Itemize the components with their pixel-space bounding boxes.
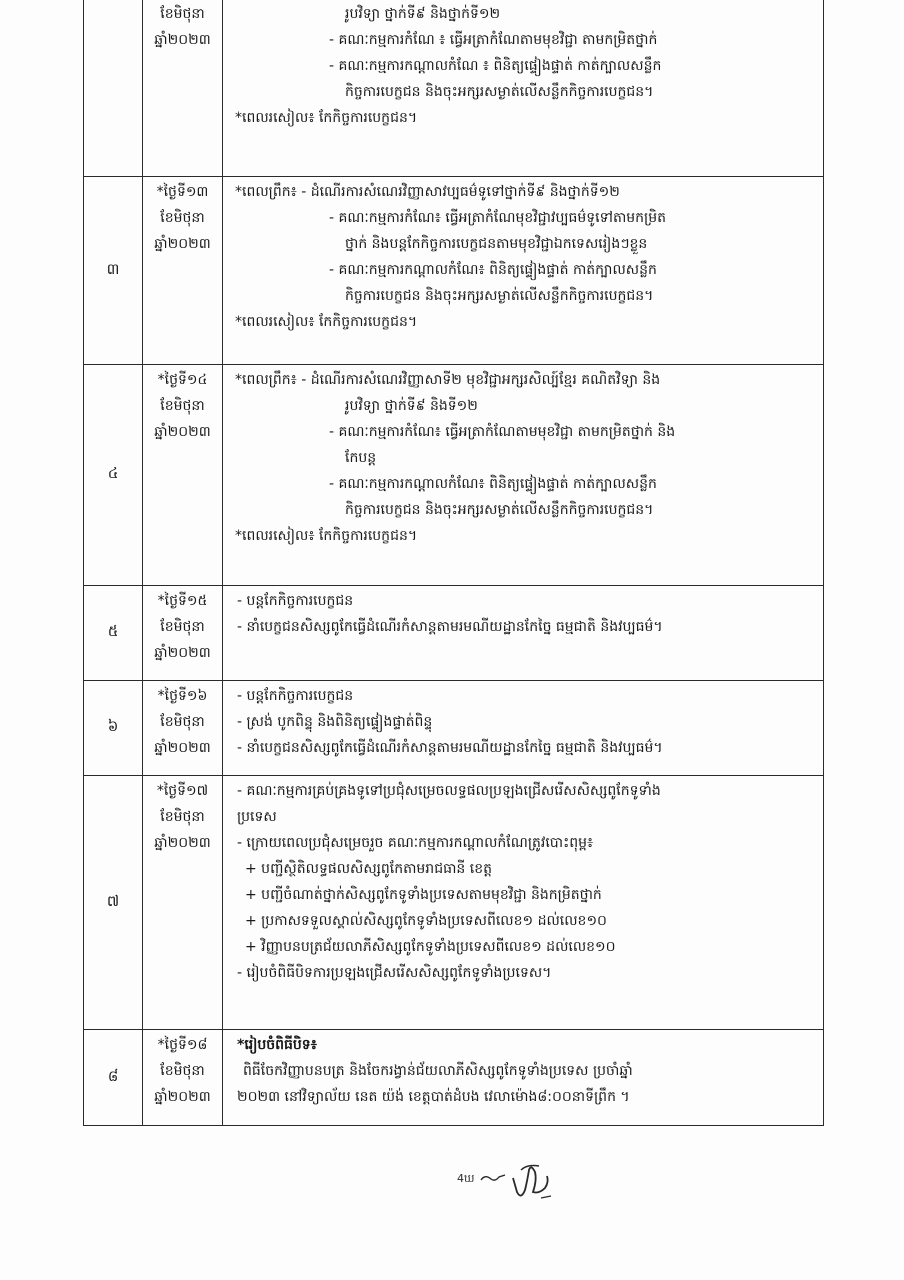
row-date (143, 1030, 223, 1126)
row-activities (223, 365, 824, 586)
date-line: *ថ្ងៃទី១៦ (157, 688, 208, 704)
activity-line: ២០២៣ នៅវិទ្យាល័យ នេត យ៉ង់ ខេត្តបាត់ដំបង វេលាម៉ោង៨:០០នាទីព្រឹក ។ (237, 1089, 630, 1105)
schedule-row (84, 365, 824, 586)
activity-line: - បន្តកែកិច្ចការបេក្ខជន (237, 688, 354, 704)
row-activities (223, 681, 824, 776)
date-line: ឆ្នាំ២០២៣ (154, 1089, 211, 1105)
row-number: ៨ (84, 1030, 143, 1126)
activity-line: - គណៈកម្មការកណ្ដាលកំណែ៖ ពិនិត្យផ្ទៀងផ្ទាត់ កាត់ក្បាលសន្លឹក (329, 476, 657, 492)
activity-line: - នាំបេក្ខជនសិស្សពូកែធ្វើដំណើរកំសាន្តតាមរមណីយដ្ឋានកែច្នៃ ធម្មជាតិ និងវប្បធម៌។ (237, 740, 663, 756)
activity-line: - គណៈកម្មការកំណែ៖ ធ្វើអត្រាកំណែមុខវិជ្ជាវប្បធម៌ទូទៅតាមកម្រិត (329, 210, 666, 226)
activity-line: - រៀបចំពិធីបិទការប្រឡងជ្រើសរើសសិស្សពូកែទូទាំងប្រទេស។ (237, 965, 552, 981)
activity-line: *រៀបចំពិធីបិទ៖ (237, 1037, 317, 1053)
handwritten-signature (455, 1148, 575, 1208)
activity-line: ពិធីចែកវិញ្ញាបនបត្រ និងចែករង្វាន់ជ័យលាភីសិស្សពូកែទូទាំងប្រទេស ប្រចាំឆ្នាំ (243, 1063, 633, 1079)
row-number: ៤ (84, 365, 143, 586)
activity-line: - នាំបេក្ខជនសិស្សពូកែធ្វើដំណើរកំសាន្តតាមរមណីយដ្ឋានកែច្នៃ ធម្មជាតិ និងវប្បធម៌។ (237, 619, 663, 635)
activity-line: + វិញ្ញាបនបត្រជ័យលាភីសិស្សពូកែទូទាំងប្រទេសពីលេខ១ ដល់លេខ១០ (245, 939, 616, 955)
date-line: ខែមិថុនា (160, 1063, 205, 1079)
row-activities (223, 177, 824, 365)
date-line: ខែមិថុនា (160, 714, 205, 730)
schedule-row (84, 177, 824, 365)
date-line: *ថ្ងៃទី១៣ (156, 184, 209, 200)
activity-line: *ពេលព្រឹក៖ - ដំណើរការសំណេរវិញ្ញាសាទី២ មុខវិជ្ជាអក្សរសិល្ប៍ខ្មែរ គណិតវិទ្យា និង (235, 372, 661, 388)
activity-line: - គណៈកម្មការកំណែ ៖ ធ្វើអត្រាកំណែតាមមុខវិជ្ជា តាមកម្រិតថ្នាក់ (329, 32, 658, 48)
date-line: ឆ្នាំ២០២៣ (154, 740, 211, 756)
date-line: *ថ្ងៃទី១៧ (156, 783, 209, 799)
row-number: ៣ (84, 177, 143, 365)
activity-line: *ពេលព្រឹក៖ - ដំណើរការសំណេរវិញ្ញាសាវប្បធម៌ទូទៅថ្នាក់ទី៩ និងថ្នាក់ទី១២ (235, 184, 620, 200)
activity-line: កិច្ចការបេក្ខជន និងចុះអក្សរសម្ងាត់លើសន្លឹកកិច្ចការបេក្ខជន។ (345, 288, 654, 304)
date-line: *ថ្ងៃទី១៨ (157, 1037, 208, 1053)
date-line: ឆ្នាំ២០២៣ (154, 645, 211, 661)
activity-line: កែបន្ត (345, 450, 377, 466)
date-line: ខែមិថុនា (160, 6, 205, 22)
date-line: ឆ្នាំ២០២៣ (154, 835, 211, 851)
schedule-table-body (84, 0, 824, 1126)
activity-line: + បញ្ជីស្ថិតិលទ្ធផលសិស្សពូកែតាមរាជធានី ខេត្ត (245, 861, 492, 877)
date-line: ឆ្នាំ២០២៣ (154, 236, 211, 252)
row-date (143, 177, 223, 365)
date-line: ឆ្នាំ២០២៣ (154, 32, 211, 48)
activity-line: *ពេលរសៀល៖ កែកិច្ចការបេក្ខជន។ (235, 314, 418, 330)
schedule-row (84, 586, 824, 681)
date-line: *ថ្ងៃទី១៥ (157, 593, 208, 609)
row-number: ៥ (84, 586, 143, 681)
date-line: ខែមិថុនា (160, 210, 205, 226)
date-line: ខែមិថុនា (160, 398, 205, 414)
row-number (84, 0, 143, 177)
date-line: ខែមិថុនា (160, 809, 205, 825)
activity-line: - គណៈកម្មការកណ្ដាលកំណែ ៖ ពិនិត្យផ្ទៀងផ្ទាត់ កាត់ក្បាលសន្លឹក (329, 58, 662, 74)
row-activities (223, 776, 824, 1030)
signature-footer (455, 1148, 575, 1208)
activity-line: *ពេលរសៀល៖ កែកិច្ចការបេក្ខជន។ (235, 110, 418, 126)
activity-line: ប្រទេស (237, 809, 277, 825)
schedule-row (84, 776, 824, 1030)
schedule-row (84, 681, 824, 776)
activity-line: កិច្ចការបេក្ខជន និងចុះអក្សរសម្ងាត់លើសន្លឹកកិច្ចការបេក្ខជន។ (345, 502, 654, 518)
date-line: *ថ្ងៃទី១៤ (157, 372, 208, 388)
activity-line: - គណៈកម្មការកណ្ដាលកំណែ៖ ពិនិត្យផ្ទៀងផ្ទាត់ កាត់ក្បាលសន្លឹក (329, 262, 657, 278)
date-line: ខែមិថុនា (160, 619, 205, 635)
row-activities (223, 1030, 824, 1126)
row-date (143, 0, 223, 177)
row-date (143, 681, 223, 776)
row-date (143, 776, 223, 1030)
row-activities (223, 586, 824, 681)
activity-line: - គណៈកម្មការគ្រប់គ្រងទូទៅប្រជុំសម្រេចលទ្ធផលប្រឡងជ្រើសរើសសិស្សពូកែទូទាំង (237, 783, 661, 799)
activity-line: រូបវិទ្យា ថ្នាក់ទី៩ និងទី១២ (345, 398, 478, 414)
activity-line: + បញ្ជីចំណាត់ថ្នាក់សិស្សពូកែទូទាំងប្រទេសតាមមុខវិជ្ជា និងកម្រិតថ្នាក់ (245, 887, 602, 903)
activity-line: - ក្រោយពេលប្រជុំសម្រេចរួច គណៈកម្មការកណ្ដាលកំណែត្រូវបោះពុម្ព៖ (237, 835, 594, 851)
activity-line: - បន្តកែកិច្ចការបេក្ខជន (237, 593, 354, 609)
row-activities (223, 0, 824, 177)
row-number: ៦ (84, 681, 143, 776)
activity-line: - ស្រង់ បូកពិន្ទុ និងពិនិត្យផ្ទៀងផ្ទាត់ពិន្ទុ (237, 714, 433, 730)
activity-line: រូបវិទ្យា ថ្នាក់ទី៩ និងថ្នាក់ទី១២ (345, 6, 501, 22)
row-date (143, 586, 223, 681)
activity-line: + ប្រកាសទទួលស្គាល់សិស្សពូកែទូទាំងប្រទេសពីលេខ១ ដល់លេខ១០ (245, 913, 607, 929)
row-date (143, 365, 223, 586)
date-line: ឆ្នាំ២០២៣ (154, 424, 211, 440)
schedule-row (84, 0, 824, 177)
activity-line: - គណៈកម្មការកំណែ៖ ធ្វើអត្រាកំណែតាមមុខវិជ្ជា តាមកម្រិតថ្នាក់ និង (329, 424, 676, 440)
initials-text: 4ឃ (457, 1172, 475, 1185)
row-number: ៧ (84, 776, 143, 1030)
activity-line: *ពេលរសៀល៖ កែកិច្ចការបេក្ខជន។ (235, 528, 418, 544)
activity-line: កិច្ចការបេក្ខជន និងចុះអក្សរសម្ងាត់លើសន្លឹកកិច្ចការបេក្ខជន។ (345, 84, 654, 100)
schedule-table (83, 0, 824, 1126)
schedule-row (84, 1030, 824, 1126)
activity-line: ថ្នាក់ និងបន្តកែកិច្ចការបេក្ខជនតាមមុខវិជ្ជាឯកទេសរៀងៗខ្លួន (345, 236, 648, 252)
